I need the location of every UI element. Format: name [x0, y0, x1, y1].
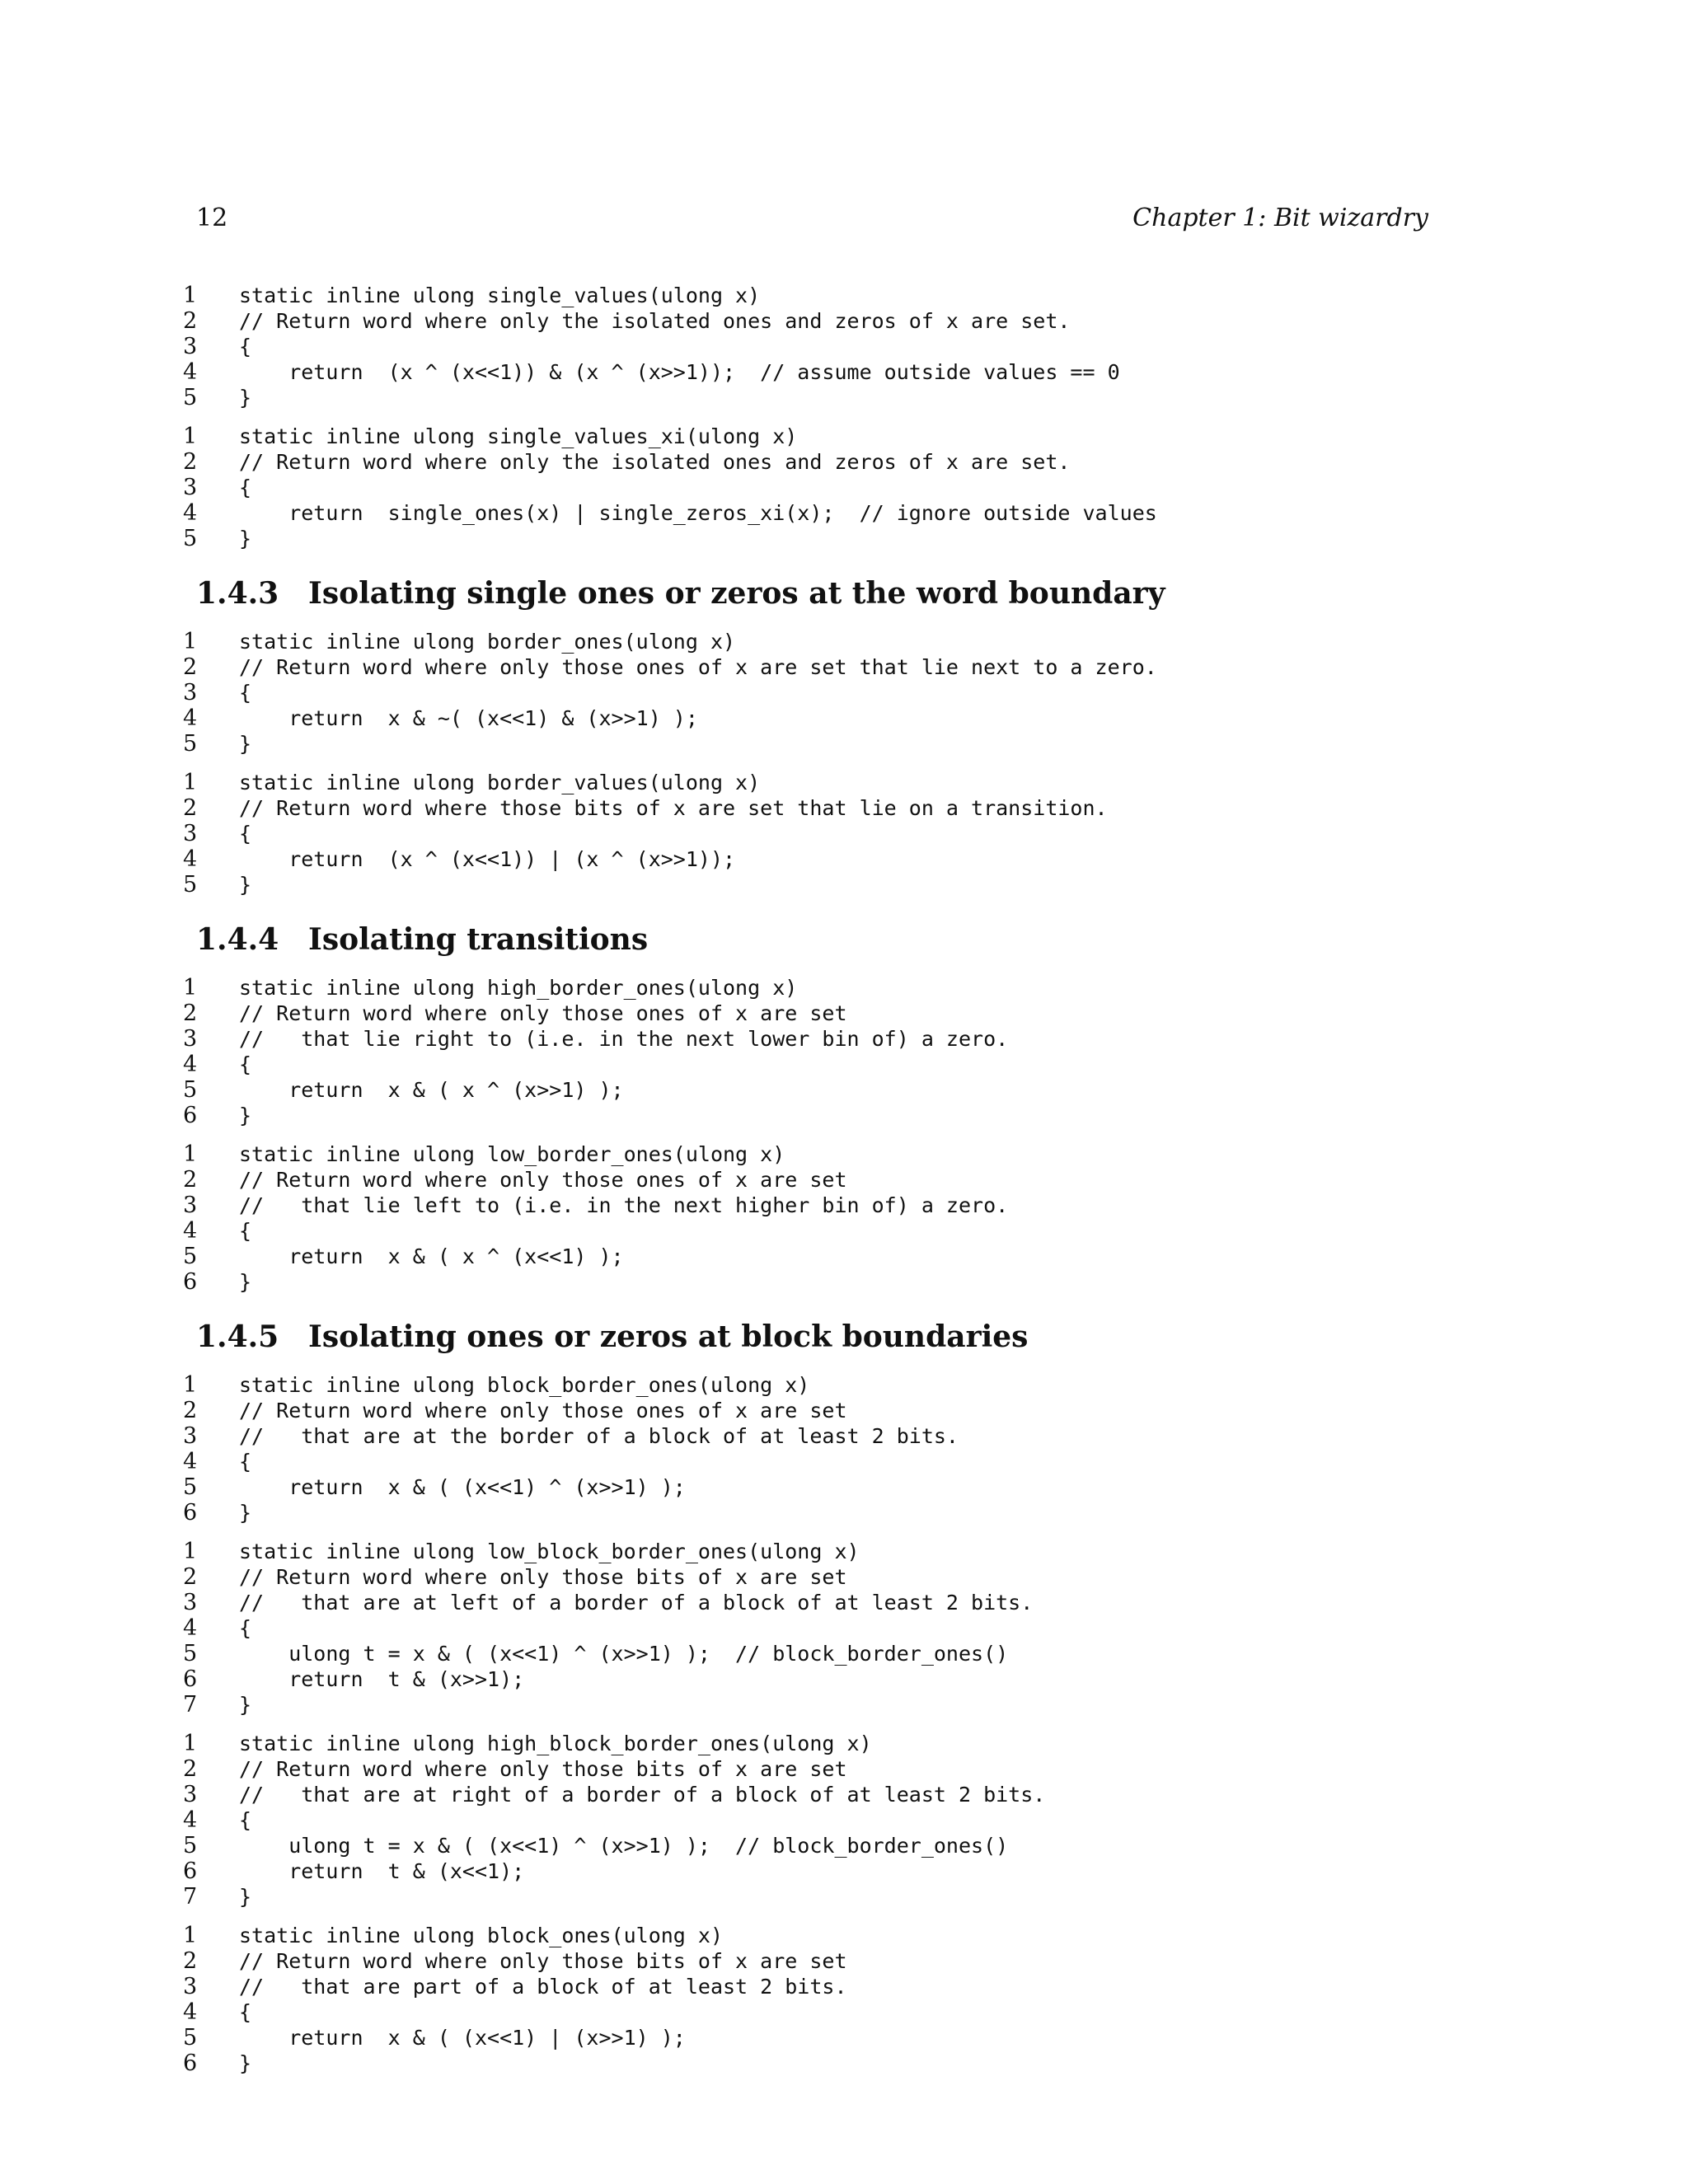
line-number: 3: [183, 1590, 198, 1615]
code-line: [180, 1398, 1465, 1423]
code-listing: [180, 975, 1465, 1128]
code-line: [180, 705, 1465, 731]
code-text: {: [239, 476, 252, 499]
code-text: static inline ulong border_values(ulong x): [239, 771, 761, 794]
section-heading: [196, 1316, 1465, 1357]
code-line: [180, 1141, 1465, 1167]
line-number: 1: [183, 283, 198, 308]
code-line: [180, 424, 1465, 449]
code-listing: [180, 1372, 1465, 1526]
code-text: // that lie right to (i.e. in the next lower bin of) a zero.: [239, 1027, 1009, 1051]
code-line: [180, 1244, 1465, 1269]
code-listing: [180, 1539, 1465, 1718]
code-text: static inline ulong block_ones(ulong x): [239, 1924, 723, 1947]
line-number: 2: [183, 308, 198, 334]
line-number: 6: [183, 2050, 198, 2076]
code-line: [180, 308, 1465, 334]
code-line: [180, 1756, 1465, 1782]
code-text: {: [239, 822, 252, 846]
line-number: 7: [183, 1884, 198, 1910]
code-listing: [180, 770, 1465, 898]
line-number: 4: [183, 1807, 198, 1833]
line-number: 2: [183, 1756, 198, 1782]
code-text: // that are at the border of a block of at least 2 bits.: [239, 1424, 959, 1448]
page-header: [196, 200, 1428, 237]
code-text: // that lie left to (i.e. in the next higher bin of) a zero.: [239, 1193, 1009, 1217]
line-number: 4: [183, 846, 198, 872]
code-text: static inline ulong border_ones(ulong x): [239, 630, 736, 654]
code-text: {: [239, 1450, 252, 1474]
code-text: return x & ~( (x<<1) & (x>>1) );: [239, 706, 698, 730]
line-number: 6: [183, 1858, 198, 1884]
page-number: 12: [196, 204, 228, 232]
code-line: [180, 846, 1465, 872]
code-text: ulong t = x & ( (x<<1) ^ (x>>1) ); // block_border_ones(): [239, 1642, 1009, 1666]
code-listing: [180, 424, 1465, 551]
line-number: 5: [183, 1077, 198, 1103]
code-line: [180, 1590, 1465, 1615]
code-line: [180, 770, 1465, 795]
line-number: 2: [183, 1398, 198, 1423]
code-line: [180, 475, 1465, 500]
code-text: // Return word where only those bits of x are set: [239, 1949, 847, 1973]
code-listing: [180, 629, 1465, 757]
code-line: [180, 795, 1465, 821]
code-line: [180, 872, 1465, 898]
code-text: // that are at right of a border of a block of at least 2 bits.: [239, 1783, 1046, 1807]
code-line: [180, 1423, 1465, 1449]
code-text: {: [239, 1616, 252, 1640]
code-line: [180, 526, 1465, 551]
line-number: 5: [183, 385, 198, 410]
code-text: return x & ( (x<<1) | (x>>1) );: [239, 2026, 686, 2050]
line-number: 4: [183, 1218, 198, 1244]
code-text: // Return word where only the isolated ones and zeros of x are set.: [239, 450, 1071, 474]
line-number: 5: [183, 526, 198, 551]
code-line: [180, 1858, 1465, 1884]
code-text: // Return word where only those bits of x are set: [239, 1565, 847, 1589]
line-number: 2: [183, 1167, 198, 1193]
code-line: [180, 1077, 1465, 1103]
code-line: [180, 283, 1465, 308]
code-text: static inline ulong low_border_ones(ulong x): [239, 1142, 785, 1166]
line-number: 4: [183, 705, 198, 731]
code-text: {: [239, 2000, 252, 2024]
line-number: 5: [183, 1244, 198, 1269]
code-line: [180, 1692, 1465, 1718]
code-text: return single_ones(x) | single_zeros_xi(x); // ignore outside values: [239, 501, 1157, 525]
code-line: [180, 1999, 1465, 2025]
code-text: {: [239, 335, 252, 359]
code-line: [180, 975, 1465, 1001]
code-text: {: [239, 1052, 252, 1076]
line-number: 5: [183, 872, 198, 898]
code-text: static inline ulong single_values_xi(ulong x): [239, 424, 798, 448]
code-line: [180, 359, 1465, 385]
section-number: 1.4.4: [196, 922, 279, 957]
code-line: [180, 385, 1465, 410]
line-number: 3: [183, 821, 198, 846]
code-text: {: [239, 681, 252, 705]
line-number: 5: [183, 1641, 198, 1666]
code-line: [180, 1539, 1465, 1564]
code-line: [180, 334, 1465, 359]
line-number: 7: [183, 1692, 198, 1718]
code-line: [180, 1026, 1465, 1052]
code-text: static inline ulong high_border_ones(ulong x): [239, 976, 798, 1000]
code-line: [180, 629, 1465, 654]
code-listing: [180, 1923, 1465, 2076]
code-line: [180, 1564, 1465, 1590]
line-number: 6: [183, 1500, 198, 1526]
code-line: [180, 1449, 1465, 1474]
code-line: [180, 731, 1465, 757]
code-line: [180, 1923, 1465, 1948]
line-number: 3: [183, 475, 198, 500]
code-text: // Return word where only those ones of x are set: [239, 1001, 847, 1025]
code-line: [180, 1372, 1465, 1398]
line-number: 1: [183, 770, 198, 795]
code-line: [180, 1474, 1465, 1500]
line-number: 2: [183, 654, 198, 680]
line-number: 4: [183, 500, 198, 526]
line-number: 6: [183, 1269, 198, 1295]
line-number: 3: [183, 1782, 198, 1807]
line-number: 2: [183, 1001, 198, 1026]
code-line: [180, 1500, 1465, 1526]
section-title: Isolating ones or zeros at block boundaries: [308, 1319, 1029, 1354]
line-number: 1: [183, 1372, 198, 1398]
code-text: // Return word where only those bits of x are set: [239, 1757, 847, 1781]
code-text: }: [239, 386, 252, 410]
line-number: 5: [183, 1833, 198, 1858]
line-number: 4: [183, 359, 198, 385]
section-number: 1.4.3: [196, 576, 279, 611]
line-number: 5: [183, 2025, 198, 2050]
code-line: [180, 1948, 1465, 1974]
code-line: [180, 1193, 1465, 1218]
code-text: }: [239, 1501, 252, 1525]
code-text: }: [239, 873, 252, 897]
line-number: 1: [183, 424, 198, 449]
code-line: [180, 1218, 1465, 1244]
code-text: {: [239, 1219, 252, 1243]
code-text: return t & (x<<1);: [239, 1859, 525, 1883]
code-listing: [180, 1141, 1465, 1295]
code-line: [180, 1884, 1465, 1910]
line-number: 1: [183, 1923, 198, 1948]
code-line: [180, 1167, 1465, 1193]
code-text: // Return word where only those ones of x are set: [239, 1399, 847, 1422]
code-text: }: [239, 1885, 252, 1909]
code-text: // that are part of a block of at least 2 bits.: [239, 1975, 847, 1999]
code-text: // Return word where only the isolated ones and zeros of x are set.: [239, 309, 1071, 333]
code-line: [180, 821, 1465, 846]
code-line: [180, 1974, 1465, 1999]
code-text: return (x ^ (x<<1)) | (x ^ (x>>1));: [239, 847, 736, 871]
code-line: [180, 2025, 1465, 2050]
code-text: }: [239, 2051, 252, 2075]
code-line: [180, 1269, 1465, 1295]
line-number: 3: [183, 1423, 198, 1449]
section-title: Isolating single ones or zeros at the word boundary: [308, 576, 1165, 611]
code-text: }: [239, 1270, 252, 1294]
code-line: [180, 680, 1465, 705]
page-body: [180, 283, 1465, 2089]
code-text: return x & ( (x<<1) ^ (x>>1) );: [239, 1475, 686, 1499]
code-text: return x & ( x ^ (x<<1) );: [239, 1244, 624, 1268]
line-number: 3: [183, 1974, 198, 1999]
line-number: 3: [183, 334, 198, 359]
line-number: 1: [183, 1731, 198, 1756]
line-number: 6: [183, 1103, 198, 1128]
line-number: 5: [183, 1474, 198, 1500]
section-title: Isolating transitions: [308, 922, 649, 957]
line-number: 2: [183, 1948, 198, 1974]
code-text: {: [239, 1808, 252, 1832]
code-text: // Return word where those bits of x are set that lie on a transition.: [239, 796, 1108, 820]
code-line: [180, 1807, 1465, 1833]
line-number: 3: [183, 1026, 198, 1052]
code-text: }: [239, 732, 252, 756]
code-text: static inline ulong single_values(ulong x): [239, 284, 761, 307]
code-text: // Return word where only those ones of x are set that lie next to a zero.: [239, 655, 1157, 679]
code-text: return x & ( x ^ (x>>1) );: [239, 1078, 624, 1102]
code-line: [180, 1833, 1465, 1858]
section-heading: [196, 919, 1465, 960]
running-head: Chapter 1: Bit wizardry: [1132, 204, 1428, 232]
code-listing: [180, 283, 1465, 410]
code-line: [180, 2050, 1465, 2076]
line-number: 2: [183, 449, 198, 475]
code-text: static inline ulong high_block_border_ones(ulong x): [239, 1732, 872, 1755]
line-number: 3: [183, 1193, 198, 1218]
code-listing: [180, 1731, 1465, 1910]
line-number: 1: [183, 1141, 198, 1167]
code-line: [180, 1615, 1465, 1641]
code-line: [180, 1103, 1465, 1128]
line-number: 6: [183, 1666, 198, 1692]
code-line: [180, 654, 1465, 680]
code-text: }: [239, 1693, 252, 1717]
code-text: static inline ulong low_block_border_ones(ulong x): [239, 1540, 860, 1563]
code-line: [180, 1052, 1465, 1077]
line-number: 5: [183, 731, 198, 757]
line-number: 3: [183, 680, 198, 705]
code-line: [180, 500, 1465, 526]
line-number: 4: [183, 1999, 198, 2025]
section-heading: [196, 573, 1465, 614]
section-number: 1.4.5: [196, 1319, 279, 1354]
line-number: 2: [183, 1564, 198, 1590]
line-number: 4: [183, 1615, 198, 1641]
code-text: return (x ^ (x<<1)) & (x ^ (x>>1)); // assume outside values == 0: [239, 360, 1120, 384]
line-number: 4: [183, 1449, 198, 1474]
code-text: ulong t = x & ( (x<<1) ^ (x>>1) ); // block_border_ones(): [239, 1834, 1009, 1858]
code-text: }: [239, 527, 252, 551]
code-line: [180, 1782, 1465, 1807]
line-number: 2: [183, 795, 198, 821]
line-number: 1: [183, 629, 198, 654]
line-number: 4: [183, 1052, 198, 1077]
code-line: [180, 449, 1465, 475]
code-text: return t & (x>>1);: [239, 1667, 525, 1691]
code-text: // that are at left of a border of a block of at least 2 bits.: [239, 1591, 1034, 1615]
code-line: [180, 1666, 1465, 1692]
code-text: // Return word where only those ones of x are set: [239, 1168, 847, 1192]
code-line: [180, 1731, 1465, 1756]
line-number: 1: [183, 1539, 198, 1564]
code-text: static inline ulong block_border_ones(ulong x): [239, 1373, 810, 1397]
code-line: [180, 1641, 1465, 1666]
code-line: [180, 1001, 1465, 1026]
code-text: }: [239, 1104, 252, 1127]
line-number: 1: [183, 975, 198, 1001]
